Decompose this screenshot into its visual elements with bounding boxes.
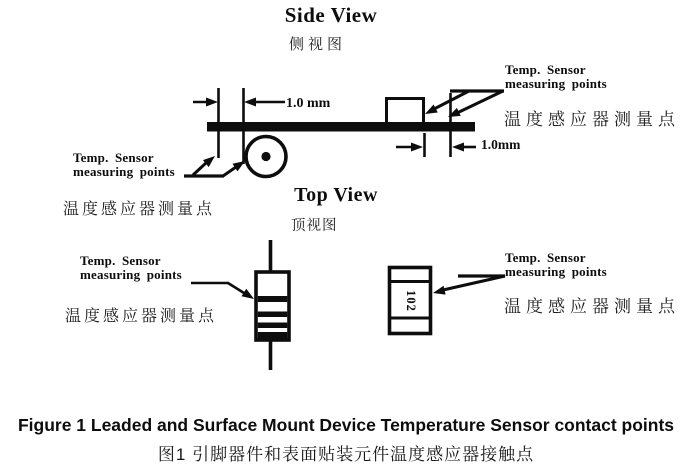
- top-sensor-label-right-zh: 温度感应器测量点: [504, 297, 680, 316]
- top-sensor-label-right: [505, 251, 607, 279]
- smd-component-side: [387, 99, 424, 124]
- arrowhead-icon: [452, 143, 464, 152]
- top-sensor-label-left: [80, 254, 182, 282]
- figure-caption-zh: 图1 引脚器件和表面贴装元件温度感应器接触点: [157, 445, 535, 464]
- figure-caption-en: Figure 1 Leaded and Surface Mount Device Temperature Sensor contact points: [17, 415, 675, 435]
- top-sensor-label-left-zh: 温度感应器测量点: [65, 308, 218, 325]
- arrowhead-icon: [411, 143, 423, 152]
- leader-line: [443, 276, 505, 290]
- arrowhead-icon: [206, 98, 218, 107]
- dimension-label-lead: 1.0 mm: [286, 96, 331, 111]
- resistor-band: [258, 296, 288, 302]
- leader-line: [228, 283, 244, 293]
- smd-chip-marking: 102: [404, 290, 418, 312]
- resistor-band: [258, 332, 288, 339]
- sensor-label-line2: measuring points: [73, 164, 175, 179]
- top-view-subtitle-zh: 顶视图: [291, 218, 338, 234]
- sensor-label-line2: measuring points: [505, 264, 607, 279]
- resistor-band: [258, 323, 288, 329]
- sensor-label-line1: Temp. Sensor: [80, 253, 161, 268]
- pcb-board-side: [207, 122, 475, 132]
- arrowhead-icon: [433, 286, 446, 295]
- sensor-label-line1: Temp. Sensor: [505, 62, 586, 77]
- side-view-subtitle-zh: 侧视图: [289, 37, 347, 53]
- lead-center-dot: [261, 152, 270, 161]
- resistor-band: [258, 312, 288, 318]
- arrowhead-icon: [425, 105, 438, 115]
- leader-line: [223, 167, 236, 176]
- leader-line: [193, 162, 207, 175]
- side-sensor-label-left-zh: 温度感应器测量点: [63, 201, 216, 218]
- side-view-diagram: [184, 88, 504, 177]
- side-view-title: Side View: [284, 3, 378, 27]
- top-view-diagram: [191, 240, 505, 370]
- side-sensor-label-right: [505, 63, 607, 91]
- sensor-label-line1: Temp. Sensor: [505, 250, 586, 265]
- dimension-label-smd: 1.0mm: [481, 137, 521, 152]
- side-sensor-label-left: [73, 151, 175, 179]
- side-sensor-label-right-zh: 温度感应器测量点: [504, 110, 680, 129]
- sensor-label-line2: measuring points: [505, 76, 607, 91]
- top-view-title: Top View: [294, 184, 378, 206]
- resistor-body: [256, 272, 289, 340]
- arrowhead-icon: [242, 289, 255, 299]
- sensor-label-line2: measuring points: [80, 267, 182, 282]
- sensor-label-line1: Temp. Sensor: [73, 150, 154, 165]
- arrowhead-icon: [244, 98, 256, 107]
